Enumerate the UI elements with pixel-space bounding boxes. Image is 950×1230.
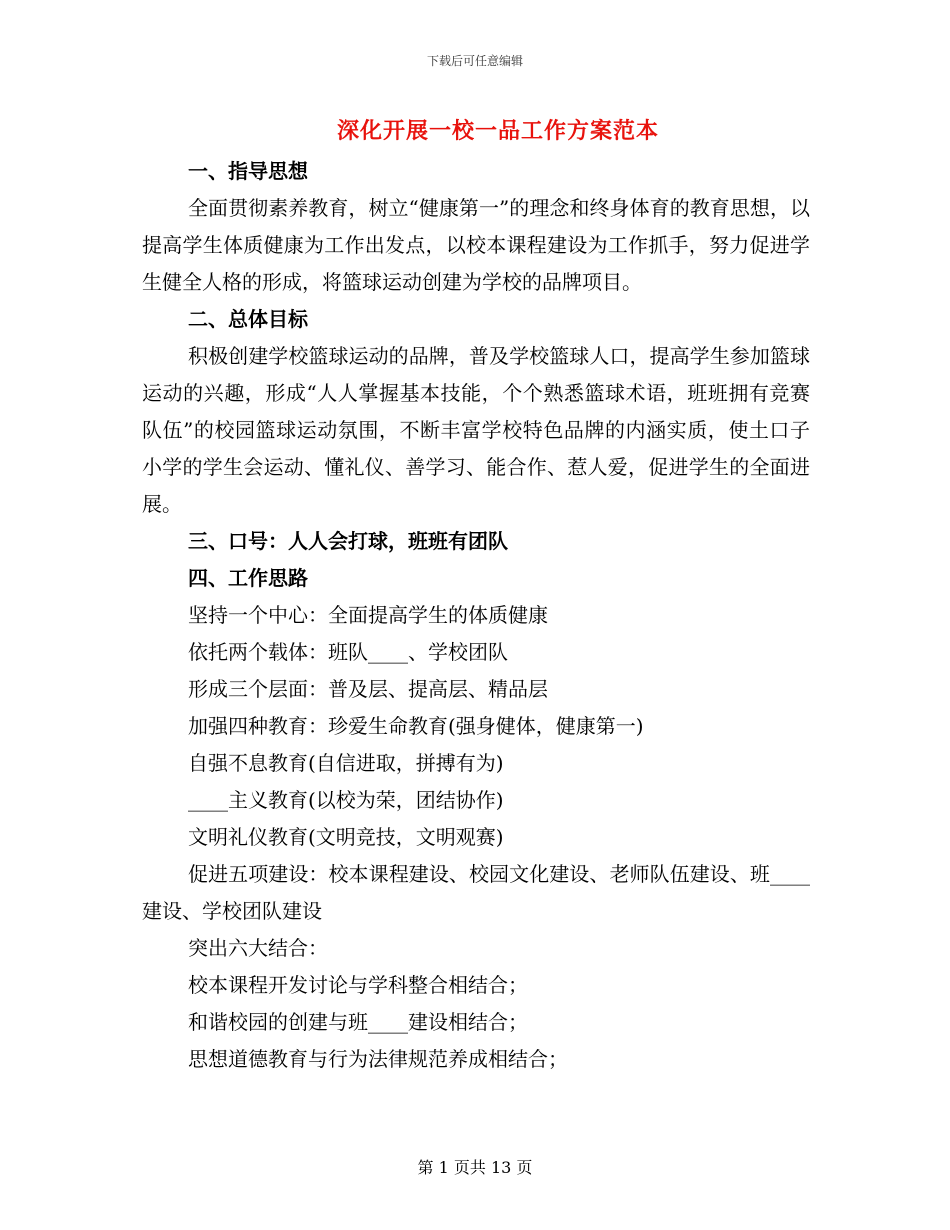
paragraph-overall-goal: 积极创建学校篮球运动的品牌，普及学校篮球人口，提高学生参加篮球运动的兴趣，形成“人人掌握基本技能，个个熟悉篮球术语，班班拥有竞赛队伍”的校园篮球运动氛围，不断丰富学校特色品牌的内涵实质，使土口子小学的学生会运动、懂礼仪、善学习、能合作、惹人爱，促进学生的全面进展。 — [142, 344, 810, 516]
six-combinations-line: 校本课程开发讨论与学科整合相结合； — [188, 973, 528, 997]
work-approach-line: 依托两个载体：班队____、学校团队 — [188, 640, 508, 664]
section-heading-guiding-ideology: 一、指导思想 — [188, 159, 308, 183]
page-number-footer: 第 1 页共 13 页 — [417, 1158, 533, 1177]
six-combinations-line: 思想道德教育与行为法律规范养成相结合； — [188, 1047, 568, 1071]
work-approach-line: 形成三个层面：普及层、提高层、精品层 — [188, 677, 548, 701]
work-approach-line: 文明礼仪教育(文明竞技，文明观赛) — [188, 825, 504, 849]
six-combinations-line: 和谐校园的创建与班____建设相结合； — [188, 1010, 528, 1034]
header-note: 下载后可任意编辑 — [426, 54, 523, 68]
work-approach-line: 坚持一个中心：全面提高学生的体质健康 — [188, 603, 548, 627]
section-heading-overall-goal: 二、总体目标 — [188, 307, 308, 331]
document-body — [142, 153, 810, 1078]
section-heading-slogan: 三、口号：人人会打球，班班有团队 — [188, 529, 508, 553]
paragraph-guiding-ideology: 全面贯彻素养教育，树立“健康第一”的理念和终身体育的教育思想，以提高学生体质健康为工作出发点，以校本课程建设为工作抓手，努力促进学生健全人格的形成，将篮球运动创建为学校的品牌项目。 — [142, 196, 810, 294]
work-approach-line: ____主义教育(以校为荣，团结协作) — [188, 788, 504, 812]
work-approach-line: 加强四种教育：珍爱生命教育(强身健体，健康第一) — [188, 714, 644, 738]
six-combinations-line: 突出六大结合： — [188, 936, 328, 960]
document-title: 深化开展一校一品工作方案范本 — [336, 118, 659, 144]
work-approach-line: 自强不息教育(自信进取，拼搏有为) — [188, 751, 504, 775]
paragraph-five-constructions: 促进五项建设：校本课程建设、校园文化建设、老师队伍建设、班____建设、学校团队建设 — [142, 862, 810, 923]
section-heading-work-approach: 四、工作思路 — [188, 566, 308, 590]
